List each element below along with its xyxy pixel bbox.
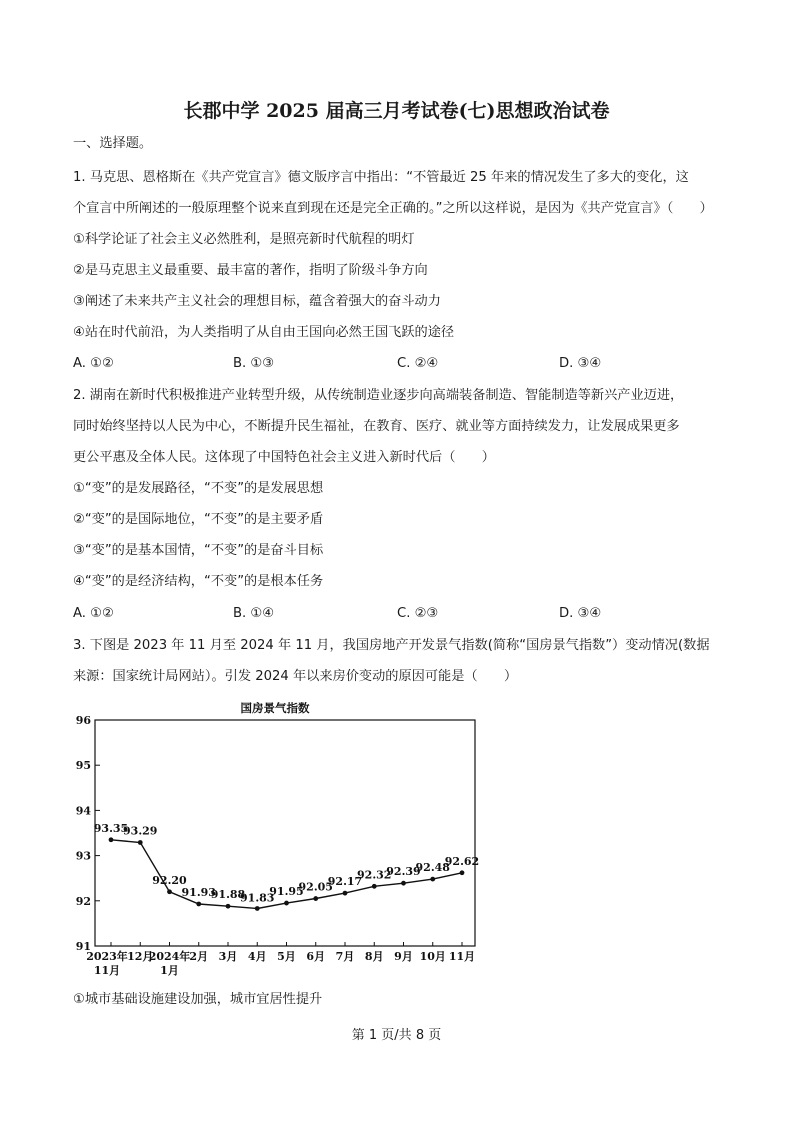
- q2-option-b[interactable]: B. ①④: [233, 606, 275, 621]
- q2-stem-line1: 2. 湖南在新时代积极推进产业转型升级，从传统制造业逐步向高端装备制造、智能制造等新兴产业迈进，: [73, 388, 684, 403]
- data-point: [343, 891, 348, 896]
- y-tick-label: 96: [75, 714, 91, 727]
- q1-item-3: ③阐述了未来共产主义社会的理想目标，蕴含着强大的奋斗动力: [73, 294, 441, 309]
- data-label: 92.39: [386, 865, 421, 879]
- section-heading: 一、选择题。: [73, 136, 153, 151]
- q3-stem-line2: 来源：国家统计局网站）。引发 2024 年以来房价变动的原因可能是（ ）: [73, 669, 518, 684]
- data-label: 92.62: [444, 854, 480, 868]
- q1-stem-line2: 个宣言中所阐述的一般原理整个说来直到现在还是完全正确的。”之所以这样说，是因为《共产党宣言》（ ）: [73, 201, 713, 216]
- data-point: [109, 837, 114, 842]
- data-point: [284, 901, 289, 906]
- x-tick-label: 4月: [247, 950, 267, 963]
- data-label: 91.88: [210, 888, 246, 902]
- q2-item-3: ③“变”的是基本国情，“不变”的是奋斗目标: [73, 543, 324, 558]
- data-label: 92.20: [152, 873, 187, 887]
- data-point: [372, 884, 377, 889]
- data-label: 91.95: [269, 885, 304, 899]
- x-tick-label-line2: 1月: [160, 964, 179, 977]
- q1-option-a[interactable]: A. ①②: [73, 356, 114, 371]
- data-label: 91.83: [240, 891, 275, 905]
- data-label: 92.48: [415, 861, 450, 875]
- q2-item-2: ②“变”的是国际地位，“不变”的是主要矛盾: [73, 512, 324, 527]
- q1-option-d[interactable]: D. ③④: [559, 356, 602, 371]
- data-point: [138, 840, 143, 845]
- q2-item-4: ④“变”的是经济结构，“不变”的是根本任务: [73, 574, 324, 589]
- x-tick-label: 2024年: [148, 950, 191, 963]
- x-tick-label-line2: 11月: [93, 964, 121, 977]
- housing-index-chart: [64, 694, 484, 984]
- q1-option-b[interactable]: B. ①③: [233, 356, 275, 371]
- q3-item-1: ①城市基础设施建设加强，城市宜居性提升: [73, 992, 323, 1007]
- page-footer: 第 1 页/共 8 页: [351, 1028, 442, 1043]
- data-point: [255, 906, 260, 911]
- x-tick-label: 5月: [277, 950, 296, 963]
- data-label: 92.32: [357, 868, 392, 882]
- x-tick-label: 9月: [394, 950, 413, 963]
- q2-stem-line3: 更公平惠及全体人民。这体现了中国特色社会主义进入新时代后（ ）: [73, 450, 495, 465]
- q1-item-4: ④站在时代前沿，为人类指明了从自由王国向必然王国飞跃的途径: [73, 325, 455, 340]
- data-point: [401, 881, 406, 886]
- q1-item-2: ②是马克思主义最重要、最丰富的著作，指明了阶级斗争方向: [73, 263, 428, 278]
- data-point: [196, 902, 201, 907]
- data-label: 92.17: [327, 875, 363, 889]
- page-title: 长郡中学 2025 届高三月考试卷(七)思想政治试卷: [183, 100, 610, 122]
- data-point: [460, 870, 465, 875]
- data-label: 91.93: [181, 885, 216, 899]
- x-tick-label: 7月: [335, 950, 355, 963]
- x-tick-label: 2月: [189, 950, 209, 963]
- y-tick-label: 93: [75, 849, 91, 863]
- data-label: 92.05: [298, 880, 333, 894]
- x-tick-label: 2023年: [86, 950, 128, 963]
- q2-option-d[interactable]: D. ③④: [559, 606, 602, 621]
- x-tick-label: 12月: [127, 950, 154, 963]
- y-tick-label: 92: [75, 894, 91, 908]
- chart-svg: [64, 694, 484, 984]
- x-tick-label: 8月: [364, 950, 384, 963]
- data-point: [167, 889, 172, 894]
- q2-stem-line2: 同时始终坚持以人民为中心，不断提升民生福祉，在教育、医疗、就业等方面持续发力，让发展成果更多: [73, 419, 680, 434]
- chart-title: 国房景气指数: [240, 701, 310, 715]
- data-label: 93.35: [93, 821, 129, 835]
- y-tick-label: 95: [75, 759, 91, 773]
- q2-option-a[interactable]: A. ①②: [73, 606, 114, 621]
- data-point: [430, 877, 435, 882]
- q2-item-1: ①“变”的是发展路径，“不变”的是发展思想: [73, 481, 324, 496]
- y-tick-label: 91: [75, 940, 91, 953]
- data-label: 93.29: [123, 824, 158, 838]
- q1-item-1: ①科学论证了社会主义必然胜利，是照亮新时代航程的明灯: [73, 232, 415, 247]
- data-point: [313, 896, 318, 901]
- data-point: [226, 904, 231, 909]
- q3-stem-line1: 3. 下图是 2023 年 11 月至 2024 年 11 月，我国房地产开发景气指数(简称“国房景气指数”）变动情况(数据: [73, 638, 710, 653]
- x-tick-label: 3月: [218, 950, 238, 963]
- q1-stem-line1: 1. 马克思、恩格斯在《共产党宣言》德文版序言中指出：“不管最近 25 年来的情况发生了多大的变化，这: [73, 170, 689, 185]
- x-tick-label: 11月: [448, 950, 476, 963]
- y-tick-label: 94: [75, 804, 91, 818]
- q2-option-c[interactable]: C. ②③: [397, 606, 439, 621]
- x-tick-label: 10月: [419, 950, 446, 963]
- q1-option-c[interactable]: C. ②④: [397, 356, 439, 371]
- x-tick-label: 6月: [306, 950, 326, 963]
